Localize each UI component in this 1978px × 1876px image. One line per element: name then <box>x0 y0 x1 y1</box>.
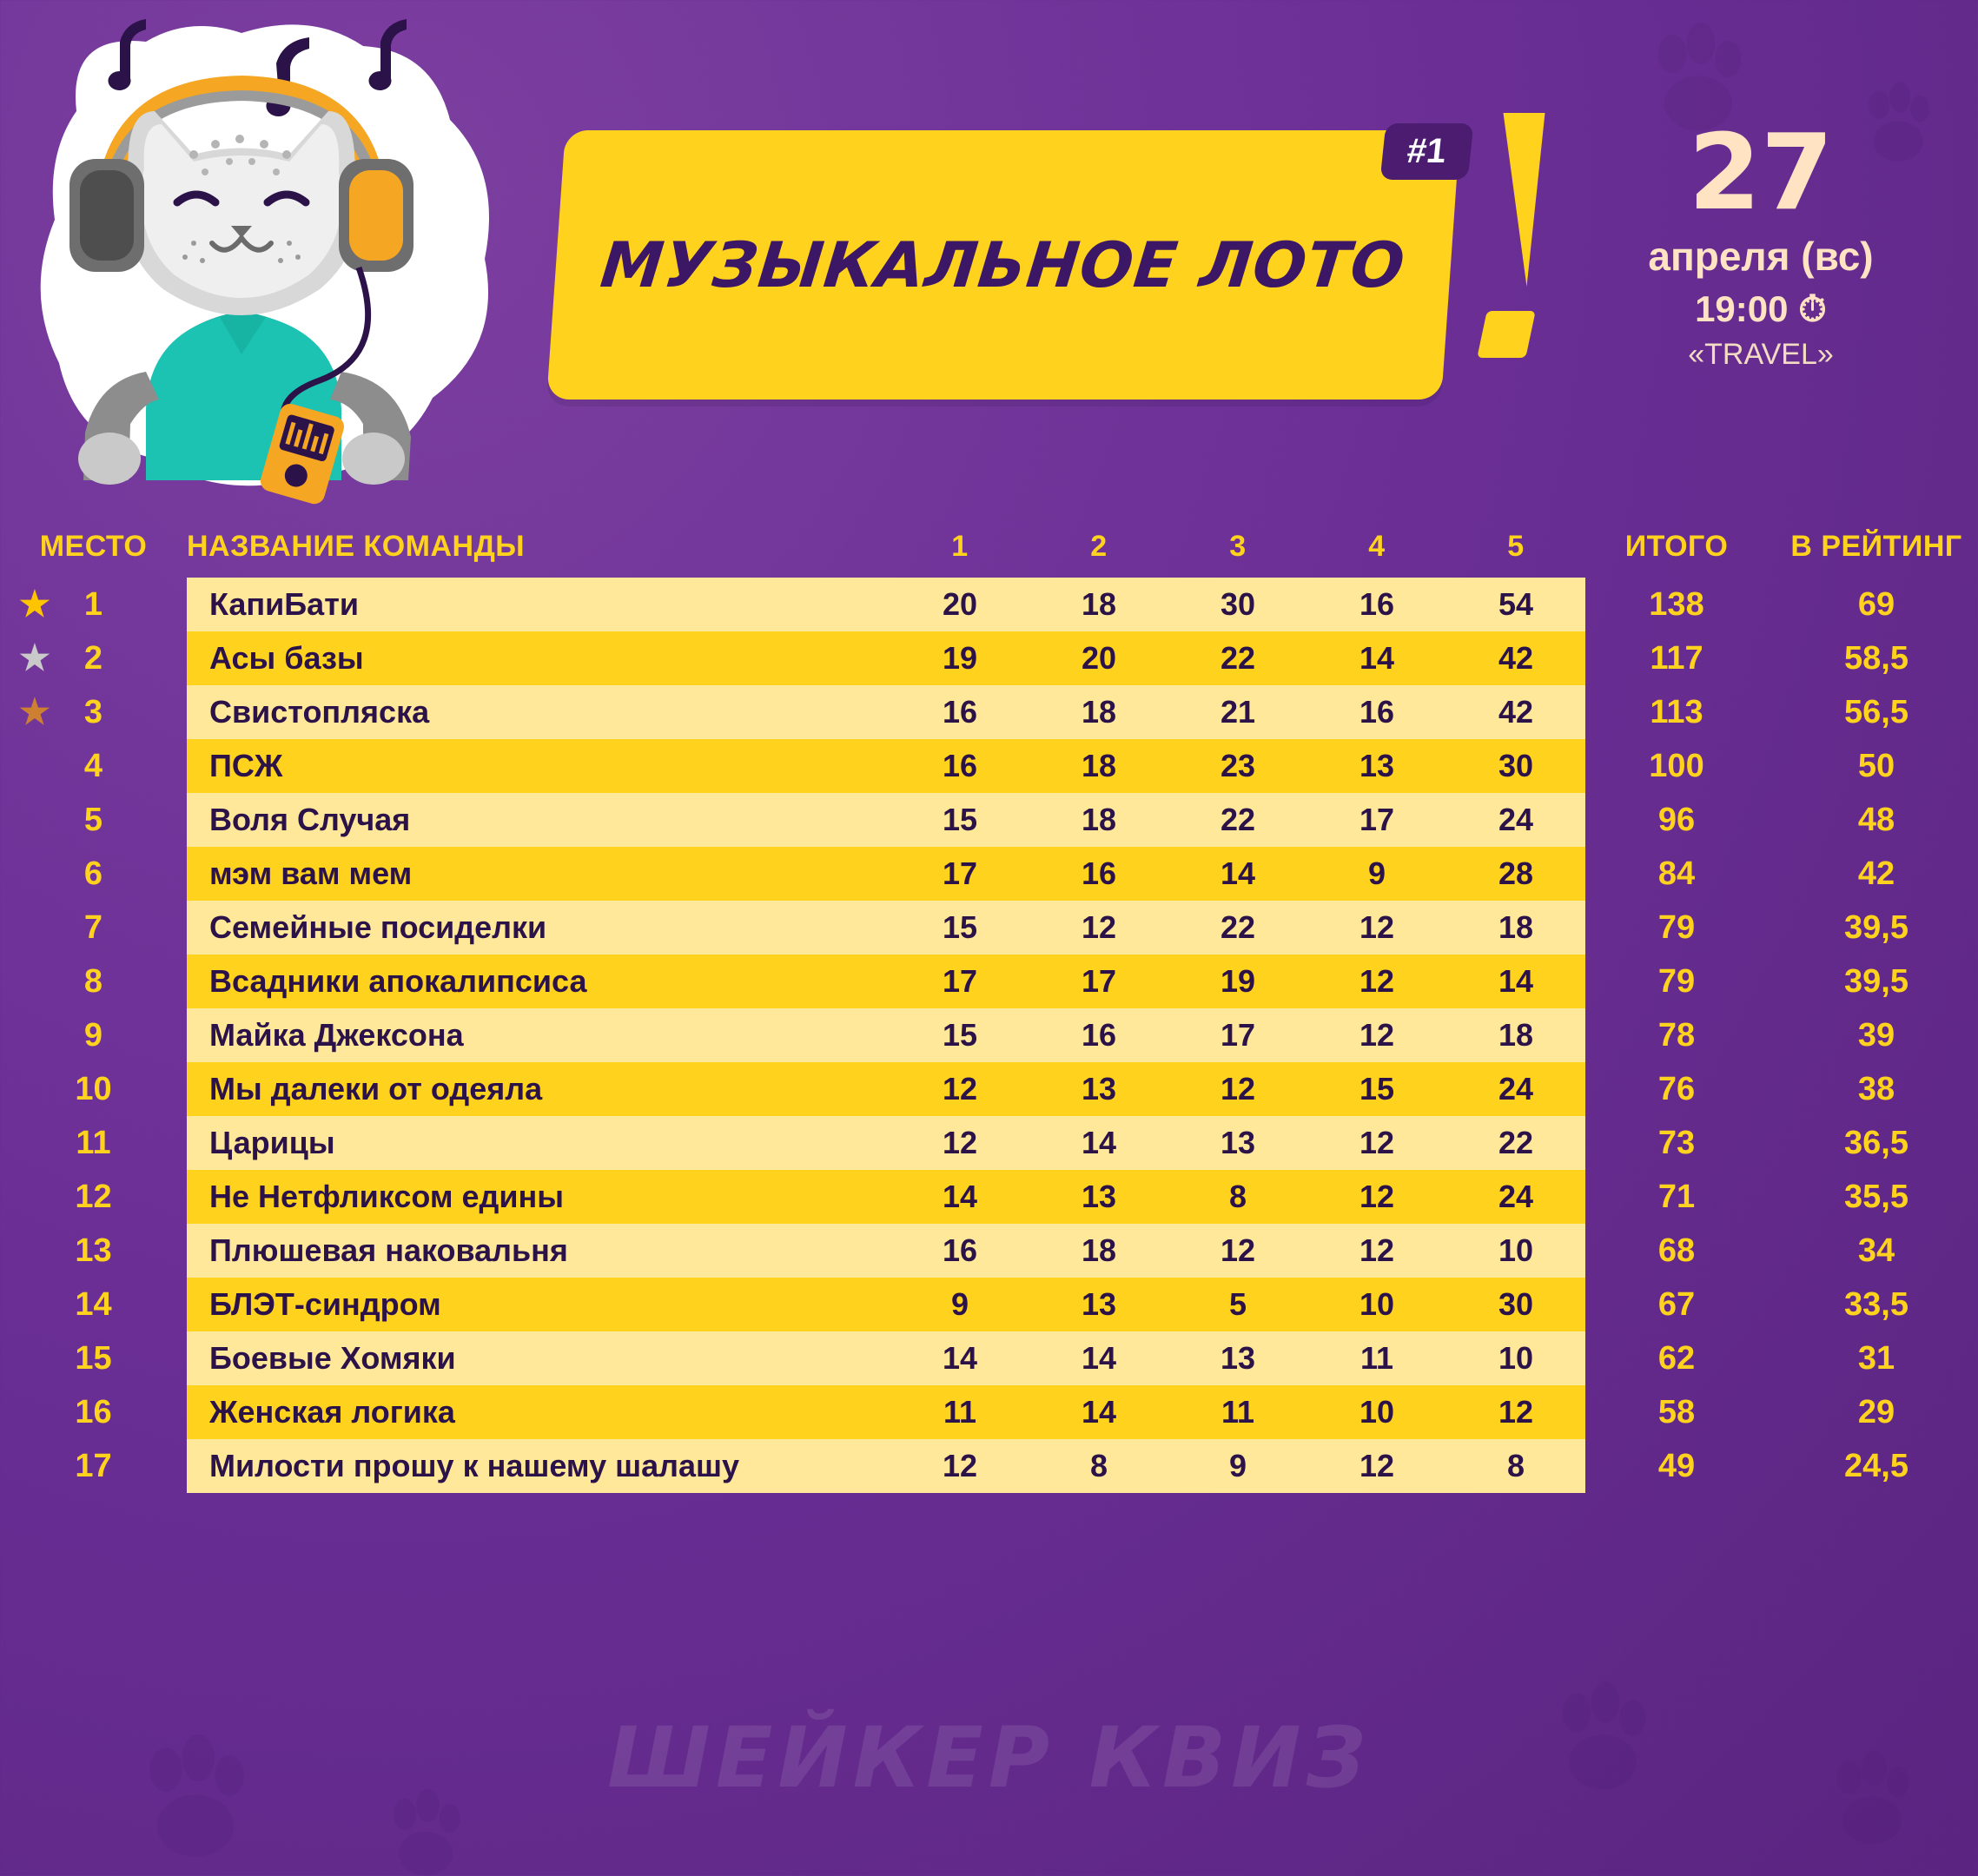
cell-rating: 34 <box>1857 1232 1895 1269</box>
cell-round-4: 12 <box>1307 1224 1446 1278</box>
table-row <box>0 847 1978 901</box>
cell-round-1: 12 <box>890 1062 1029 1116</box>
table-row <box>0 1062 1978 1116</box>
cell-rating: 50 <box>1857 747 1895 784</box>
table-row <box>0 685 1978 739</box>
cell-round-4: 13 <box>1307 739 1446 793</box>
cell-round-5: 18 <box>1446 1008 1585 1062</box>
cell-rating: 42 <box>1857 855 1895 892</box>
cell-total: 79 <box>1657 908 1696 946</box>
brand-watermark: ШЕЙКЕР КВИЗ <box>607 1709 1371 1807</box>
cell-round-2: 14 <box>1029 1385 1168 1439</box>
table-header-row <box>0 521 1978 578</box>
place-number: 2 <box>83 639 103 677</box>
cell-place <box>0 955 187 1008</box>
cell-round-1: 16 <box>890 1224 1029 1278</box>
place-number: 4 <box>83 747 103 784</box>
place-number: 13 <box>75 1232 112 1269</box>
cell-total: 117 <box>1650 639 1703 677</box>
cell-team-name: Асы базы <box>187 631 890 685</box>
clock-icon: ⏱ <box>1798 288 1827 329</box>
place-number: 7 <box>83 908 103 946</box>
cell-team-name: Плюшевая наковальня <box>187 1224 890 1278</box>
cell-round-1: 16 <box>890 739 1029 793</box>
cell-round-4: 12 <box>1307 1008 1446 1062</box>
place-number: 1 <box>83 585 103 623</box>
table-row <box>0 1116 1978 1170</box>
cell-team-name: Майка Джексона <box>187 1008 890 1062</box>
cell-round-5: 18 <box>1446 901 1585 955</box>
event-time <box>1578 288 1943 331</box>
cell-round-5: 8 <box>1446 1439 1585 1493</box>
cell-team-name: Воля Случая <box>187 793 890 847</box>
cell-team-name: Женская логика <box>187 1385 890 1439</box>
cell-total: 84 <box>1657 855 1696 892</box>
table-row <box>0 578 1978 631</box>
cell-rating: 39,5 <box>1844 962 1909 1000</box>
cell-round-1: 15 <box>890 1008 1029 1062</box>
cell-round-5: 12 <box>1446 1385 1585 1439</box>
cell-round-5: 14 <box>1446 955 1585 1008</box>
table-body <box>0 578 1978 1493</box>
table-row <box>0 901 1978 955</box>
cell-round-1: 20 <box>890 578 1029 631</box>
cell-place <box>0 1278 187 1331</box>
col-team: НАЗВАНИЕ КОМАНДЫ <box>187 530 526 563</box>
cell-rating: 48 <box>1857 801 1895 838</box>
cell-rating: 39 <box>1857 1016 1895 1054</box>
cell-total: 73 <box>1657 1124 1696 1161</box>
place-number: 17 <box>75 1447 112 1484</box>
cell-round-2: 16 <box>1029 847 1168 901</box>
cell-round-2: 20 <box>1029 631 1168 685</box>
cell-round-4: 15 <box>1307 1062 1446 1116</box>
cell-team-name: Свистопляска <box>187 685 890 739</box>
exclamation-mark-decor <box>1477 113 1581 400</box>
cell-round-3: 17 <box>1168 1008 1307 1062</box>
cell-total: 58 <box>1657 1393 1696 1430</box>
cell-round-2: 18 <box>1029 1224 1168 1278</box>
col-round-5: 5 <box>1507 530 1525 563</box>
cell-team-name: КапиБати <box>187 578 890 631</box>
cell-total: 138 <box>1649 585 1704 623</box>
cell-rating: 56,5 <box>1844 693 1909 730</box>
cell-round-5: 10 <box>1446 1331 1585 1385</box>
cell-round-3: 13 <box>1168 1116 1307 1170</box>
cell-round-1: 9 <box>890 1278 1029 1331</box>
cell-team-name: Всадники апокалипсиса <box>187 955 890 1008</box>
place-number: 15 <box>75 1339 112 1377</box>
cell-place <box>0 631 187 685</box>
col-rating: В РЕЙТИНГ <box>1790 530 1962 563</box>
cell-round-3: 22 <box>1168 631 1307 685</box>
cell-round-5: 24 <box>1446 1170 1585 1224</box>
medal-star-icon: ★ <box>19 693 50 731</box>
cell-total: 71 <box>1657 1178 1696 1215</box>
table-row <box>0 631 1978 685</box>
table-row <box>0 1278 1978 1331</box>
cell-round-4: 9 <box>1307 847 1446 901</box>
cell-team-name: Не Нетфликсом едины <box>187 1170 890 1224</box>
cell-rating: 24,5 <box>1844 1447 1909 1484</box>
cell-round-4: 12 <box>1307 955 1446 1008</box>
cell-total: 100 <box>1649 747 1704 784</box>
cell-round-5: 42 <box>1446 685 1585 739</box>
cell-place <box>0 1385 187 1439</box>
cell-round-3: 19 <box>1168 955 1307 1008</box>
cell-round-3: 9 <box>1168 1439 1307 1493</box>
table-row <box>0 1331 1978 1385</box>
cell-rating: 58,5 <box>1844 639 1909 677</box>
cell-rating: 36,5 <box>1844 1124 1909 1161</box>
cell-round-2: 18 <box>1029 685 1168 739</box>
place-number: 11 <box>76 1124 111 1161</box>
cell-place <box>0 1439 187 1493</box>
poster-header <box>0 0 1978 521</box>
cell-round-1: 17 <box>890 847 1029 901</box>
title-banner-text-wrap <box>556 130 1451 400</box>
event-time-value: 19:00 <box>1695 288 1789 329</box>
event-month: апреля (вс) <box>1648 234 1874 279</box>
col-round-2: 2 <box>1090 530 1108 563</box>
cell-round-3: 21 <box>1168 685 1307 739</box>
table-row <box>0 1385 1978 1439</box>
cell-round-4: 14 <box>1307 631 1446 685</box>
cell-round-2: 14 <box>1029 1331 1168 1385</box>
cell-round-2: 13 <box>1029 1278 1168 1331</box>
cell-total: 78 <box>1657 1016 1696 1054</box>
cell-team-name: мэм вам мем <box>187 847 890 901</box>
cell-rating: 31 <box>1857 1339 1895 1377</box>
cell-round-3: 13 <box>1168 1331 1307 1385</box>
place-number: 14 <box>75 1285 112 1323</box>
cell-round-2: 13 <box>1029 1170 1168 1224</box>
table-row <box>0 1224 1978 1278</box>
cell-round-4: 10 <box>1307 1278 1446 1331</box>
cell-place <box>0 1224 187 1278</box>
cell-team-name: Семейные посиделки <box>187 901 890 955</box>
place-number: 16 <box>75 1393 112 1430</box>
cell-rating: 29 <box>1857 1393 1895 1430</box>
event-date-block <box>1578 113 1943 372</box>
cell-place <box>0 793 187 847</box>
cell-rating: 33,5 <box>1844 1285 1909 1323</box>
cell-place <box>0 1170 187 1224</box>
cell-place <box>0 1331 187 1385</box>
cell-total: 76 <box>1657 1070 1696 1107</box>
cell-round-3: 30 <box>1168 578 1307 631</box>
cell-round-3: 12 <box>1168 1224 1307 1278</box>
cell-round-4: 12 <box>1307 1170 1446 1224</box>
cell-place <box>0 847 187 901</box>
cell-round-3: 12 <box>1168 1062 1307 1116</box>
cell-round-5: 22 <box>1446 1116 1585 1170</box>
cell-round-2: 18 <box>1029 793 1168 847</box>
cell-place <box>0 1008 187 1062</box>
cell-total: 62 <box>1657 1339 1696 1377</box>
table-row <box>0 1008 1978 1062</box>
cat-dj-mascot-icon <box>16 7 580 528</box>
cell-round-4: 11 <box>1307 1331 1446 1385</box>
cell-round-3: 14 <box>1168 847 1307 901</box>
cell-round-4: 16 <box>1307 685 1446 739</box>
col-round-3: 3 <box>1229 530 1247 563</box>
cell-round-4: 17 <box>1307 793 1446 847</box>
cell-round-2: 8 <box>1029 1439 1168 1493</box>
cell-round-1: 12 <box>890 1116 1029 1170</box>
cell-total: 113 <box>1650 693 1703 730</box>
cell-rating: 69 <box>1857 585 1895 623</box>
cell-round-2: 18 <box>1029 739 1168 793</box>
cell-round-4: 10 <box>1307 1385 1446 1439</box>
cell-place <box>0 901 187 955</box>
cell-round-2: 14 <box>1029 1116 1168 1170</box>
cell-round-5: 30 <box>1446 739 1585 793</box>
cell-round-1: 14 <box>890 1331 1029 1385</box>
cell-round-1: 11 <box>890 1385 1029 1439</box>
cell-total: 68 <box>1657 1232 1696 1269</box>
cell-round-2: 17 <box>1029 955 1168 1008</box>
cell-round-5: 24 <box>1446 1062 1585 1116</box>
cell-round-5: 54 <box>1446 578 1585 631</box>
place-number: 6 <box>83 855 103 892</box>
col-round-1: 1 <box>951 530 969 563</box>
cell-round-4: 12 <box>1307 1116 1446 1170</box>
cell-round-3: 5 <box>1168 1278 1307 1331</box>
cell-total: 79 <box>1657 962 1696 1000</box>
table-row <box>0 955 1978 1008</box>
table-row <box>0 793 1978 847</box>
cell-round-4: 12 <box>1307 901 1446 955</box>
cell-round-3: 23 <box>1168 739 1307 793</box>
place-number: 9 <box>83 1016 103 1054</box>
cell-place <box>0 685 187 739</box>
table-row <box>0 1439 1978 1493</box>
cell-team-name: Милости прошу к нашему шалашу <box>187 1439 890 1493</box>
scoreboard <box>0 521 1978 1493</box>
cell-round-1: 12 <box>890 1439 1029 1493</box>
cell-round-2: 13 <box>1029 1062 1168 1116</box>
table-row <box>0 1170 1978 1224</box>
cell-total: 96 <box>1657 801 1696 838</box>
cell-round-5: 24 <box>1446 793 1585 847</box>
table-row <box>0 739 1978 793</box>
cell-team-name: Боевые Хомяки <box>187 1331 890 1385</box>
cell-place <box>0 1116 187 1170</box>
cell-round-3: 8 <box>1168 1170 1307 1224</box>
scoreboard-table <box>0 521 1978 1493</box>
cell-place <box>0 739 187 793</box>
cell-round-1: 16 <box>890 685 1029 739</box>
medal-star-icon: ★ <box>19 639 50 677</box>
cell-round-1: 15 <box>890 793 1029 847</box>
game-number-badge: #1 <box>1380 123 1473 180</box>
cell-rating: 38 <box>1857 1070 1895 1107</box>
event-day: 27 <box>1688 113 1834 234</box>
col-place: МЕСТО <box>39 530 148 563</box>
cell-round-5: 30 <box>1446 1278 1585 1331</box>
cell-round-5: 28 <box>1446 847 1585 901</box>
place-number: 8 <box>83 962 103 1000</box>
place-number: 10 <box>75 1070 112 1107</box>
cell-place <box>0 1062 187 1116</box>
cell-round-5: 10 <box>1446 1224 1585 1278</box>
cell-team-name: Царицы <box>187 1116 890 1170</box>
medal-star-icon: ★ <box>19 585 50 624</box>
place-number: 3 <box>83 693 103 730</box>
cell-team-name: ПСЖ <box>187 739 890 793</box>
cell-round-3: 11 <box>1168 1385 1307 1439</box>
cell-round-1: 19 <box>890 631 1029 685</box>
cell-round-1: 17 <box>890 955 1029 1008</box>
col-total: ИТОГО <box>1624 530 1729 563</box>
cell-rating: 35,5 <box>1844 1178 1909 1215</box>
cell-round-2: 18 <box>1029 578 1168 631</box>
cell-rating: 39,5 <box>1844 908 1909 946</box>
place-number: 5 <box>83 801 103 838</box>
cell-total: 67 <box>1657 1285 1696 1323</box>
cell-place <box>0 578 187 631</box>
cell-round-3: 22 <box>1168 793 1307 847</box>
cell-round-2: 16 <box>1029 1008 1168 1062</box>
cell-round-3: 22 <box>1168 901 1307 955</box>
cell-team-name: БЛЭТ-синдром <box>187 1278 890 1331</box>
page-title: МУЗЫКАЛЬНОЕ ЛОТО <box>597 228 1410 301</box>
place-number: 12 <box>75 1178 112 1215</box>
cell-round-4: 16 <box>1307 578 1446 631</box>
cell-round-5: 42 <box>1446 631 1585 685</box>
col-round-4: 4 <box>1368 530 1386 563</box>
cell-round-4: 12 <box>1307 1439 1446 1493</box>
cell-round-1: 14 <box>890 1170 1029 1224</box>
event-venue: «TRAVEL» <box>1688 338 1834 371</box>
cell-round-2: 12 <box>1029 901 1168 955</box>
cell-team-name: Мы далеки от одеяла <box>187 1062 890 1116</box>
cell-total: 49 <box>1657 1447 1696 1484</box>
cell-round-1: 15 <box>890 901 1029 955</box>
